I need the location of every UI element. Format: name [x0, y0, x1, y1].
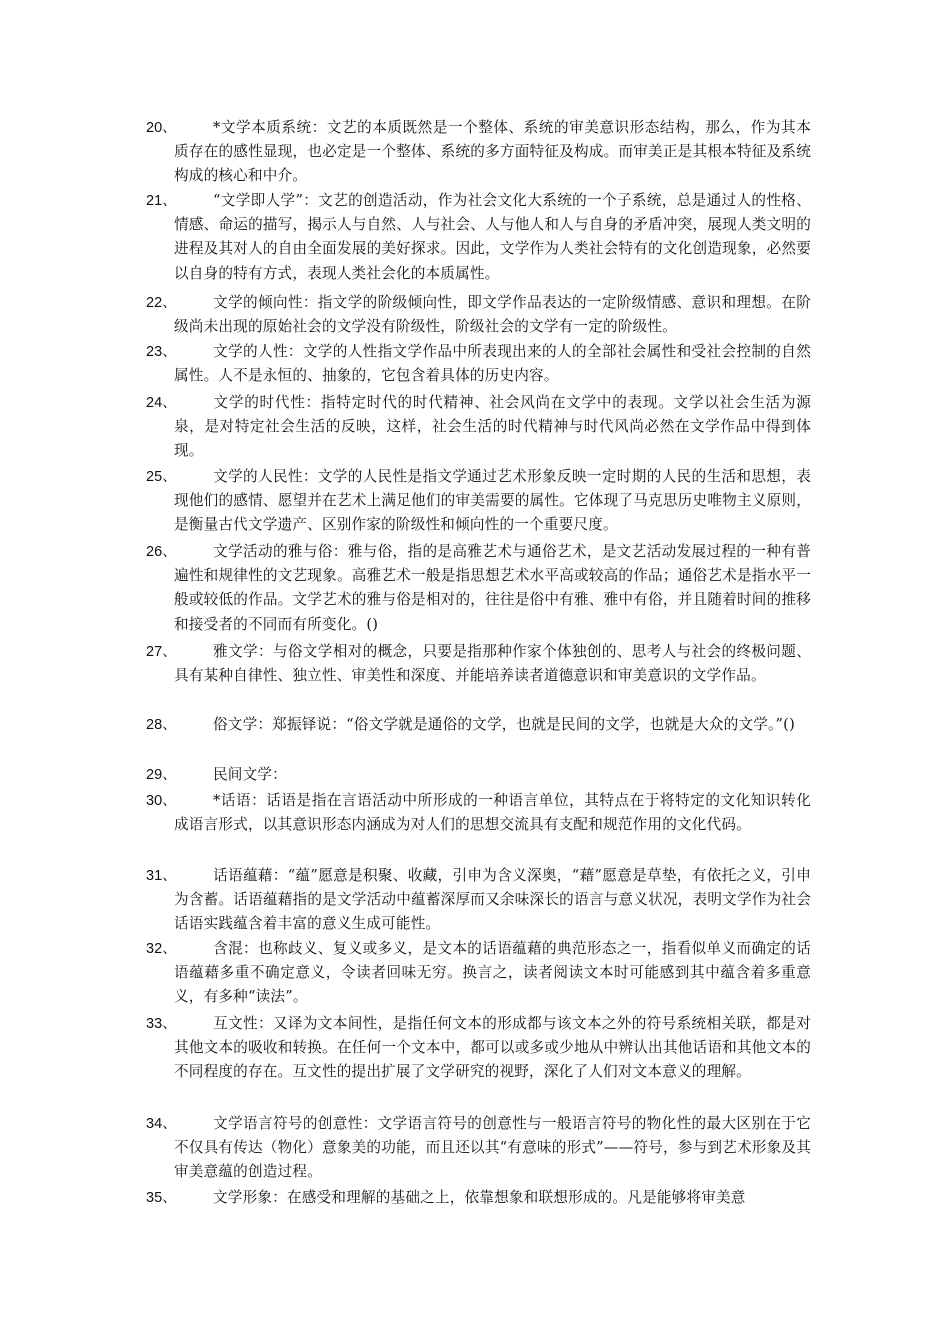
- entry-33: [146, 1012, 811, 1085]
- entry-25: [146, 465, 811, 538]
- entry-number: 29、: [146, 767, 177, 783]
- entry-text: 文学的倾向性：指文学的阶级倾向性，即文学作品表达的一定阶级情感、意识和理想。在阶级尚未出现的原始社会的文学没有阶级性，阶级社会的文学有一定的阶级性。: [174, 294, 811, 336]
- entry-text: *文学本质系统：文艺的本质既然是一个整体、系统的审美意识形态结构，那么，作为其本质存在的感性显现，也必定是一个整体、系统的多方面特征及构成。而审美正是其根本特征及系统构成的核心和中介。: [174, 119, 811, 185]
- entry-number: 24、: [146, 395, 177, 411]
- entry-31: [146, 864, 811, 937]
- entry-number: 31、: [146, 868, 177, 884]
- entry-32: [146, 937, 811, 1010]
- entry-30: [146, 789, 811, 837]
- entry-number: 30、: [146, 793, 177, 809]
- entry-number: 21、: [146, 193, 177, 209]
- entry-number: 28、: [146, 717, 177, 733]
- entry-text: 文学的人民性：文学的人民性是指文学通过艺术形象反映一定时期的人民的生活和思想，表现他们的感情、愿望并在艺术上满足他们的审美需要的属性。它体现了马克思历史唯物主义原则，是衡量古代文学遗产、区别作家的阶级性和倾向性的一个重要尺度。: [174, 468, 811, 534]
- entry-number: 20、: [146, 120, 177, 136]
- entry-number: 35、: [146, 1190, 177, 1206]
- entry-22: [146, 291, 811, 339]
- entry-text: 含混：也称歧义、复义或多义，是文本的话语蕴藉的典范形态之一，指看似单义而确定的话语蕴藉多重不确定意义，令读者回味无穷。换言之，读者阅读文本时可能感到其中蕴含着多重意义，有多种“读法”。: [174, 940, 811, 1006]
- entry-text: “文学即人学”：文艺的创造活动，作为社会文化大系统的一个子系统，总是通过人的性格、情感、命运的描写，揭示人与自然、人与社会、人与他人和人与自身的矛盾冲突，展现人类文明的进程及其对人的自由全面发展的美好探求。因此，文学作为人类社会特有的文化创造现象，必然要以自身的特有方式，表现人类社会化的本质属性。: [174, 192, 811, 282]
- entry-number: 26、: [146, 544, 177, 560]
- entry-number: 32、: [146, 941, 177, 957]
- entry-text: *话语：话语是指在言语活动中所形成的一种语言单位，其特点在于将特定的文化知识转化成语言形式，以其意识形态内涵成为对人们的思想交流具有支配和规范作用的文化代码。: [174, 792, 811, 834]
- entry-text: 文学形象：在感受和理解的基础之上，依靠想象和联想形成的。凡是能够将审美意: [213, 1189, 746, 1206]
- entry-number: 25、: [146, 469, 177, 485]
- entry-21: [146, 189, 811, 286]
- entry-text: 雅文学：与俗文学相对的概念，只要是指那种作家个体独创的、思考人与社会的终极问题、具有某种自律性、独立性、审美性和深度、并能培养读者道德意识和审美意识的文学作品。: [174, 643, 811, 685]
- entry-24: [146, 391, 811, 464]
- entry-number: 27、: [146, 644, 177, 660]
- entry-text: 文学活动的雅与俗：雅与俗，指的是高雅艺术与通俗艺术，是文艺活动发展过程的一种有普遍性和规律性的文艺现象。高雅艺术一般是指思想艺术水平高或较高的作品；通俗艺术是指水平一般或较低的作品。文学艺术的雅与俗是相对的，往往是俗中有雅、雅中有俗，并且随着时间的推移和接受者的不同而有所变化。(): [174, 543, 811, 633]
- entry-35: [146, 1186, 811, 1210]
- entry-number: 22、: [146, 295, 177, 311]
- entry-text: 俗文学：郑振铎说：“俗文学就是通俗的文学，也就是民间的文学，也就是大众的文学。”(): [213, 716, 795, 733]
- entry-text: 文学的人性：文学的人性指文学作品中所表现出来的人的全部社会属性和受社会控制的自然属性。人不是永恒的、抽象的，它包含着具体的历史内容。: [174, 343, 811, 385]
- entry-number: 33、: [146, 1016, 177, 1032]
- entry-34: [146, 1112, 811, 1185]
- entry-29: [146, 763, 811, 787]
- entry-text: 互文性：又译为文本间性，是指任何文本的形成都与该文本之外的符号系统相关联，都是对其他文本的吸收和转换。在任何一个文本中，都可以或多或少地从中辨认出其他话语和其他文本的不同程度的存在。互文性的提出扩展了文学研究的视野，深化了人们对文本意义的理解。: [174, 1015, 811, 1081]
- entry-text: 话语蕴藉：“蕴”愿意是积聚、收藏，引申为含义深奥，“藉”愿意是草垫，有依托之义，引申为含蓄。话语蕴藉指的是文学活动中蕴蓄深厚而又余味深长的语言与意义状况，表明文学作为社会话语实践蕴含着丰富的意义生成可能性。: [174, 867, 811, 933]
- entry-number: 34、: [146, 1116, 177, 1132]
- entry-26: [146, 540, 811, 637]
- entry-23: [146, 340, 811, 388]
- entry-text: 文学的时代性：指特定时代的时代精神、社会风尚在文学中的表现。文学以社会生活为源泉，是对特定社会生活的反映，这样，社会生活的时代精神与时代风尚必然在文学作品中得到体现。: [174, 394, 811, 460]
- entry-20: [146, 116, 811, 189]
- entry-text: 民间文学：: [213, 766, 287, 783]
- entry-number: 23、: [146, 344, 177, 360]
- entry-text: 文学语言符号的创意性：文学语言符号的创意性与一般语言符号的物化性的最大区别在于它不仅具有传达（物化）意象美的功能，而且还以其“有意味的形式”——符号，参与到艺术形象及其审美意蕴的创造过程。: [174, 1115, 811, 1181]
- entry-28: [146, 713, 811, 737]
- entry-27: [146, 640, 811, 688]
